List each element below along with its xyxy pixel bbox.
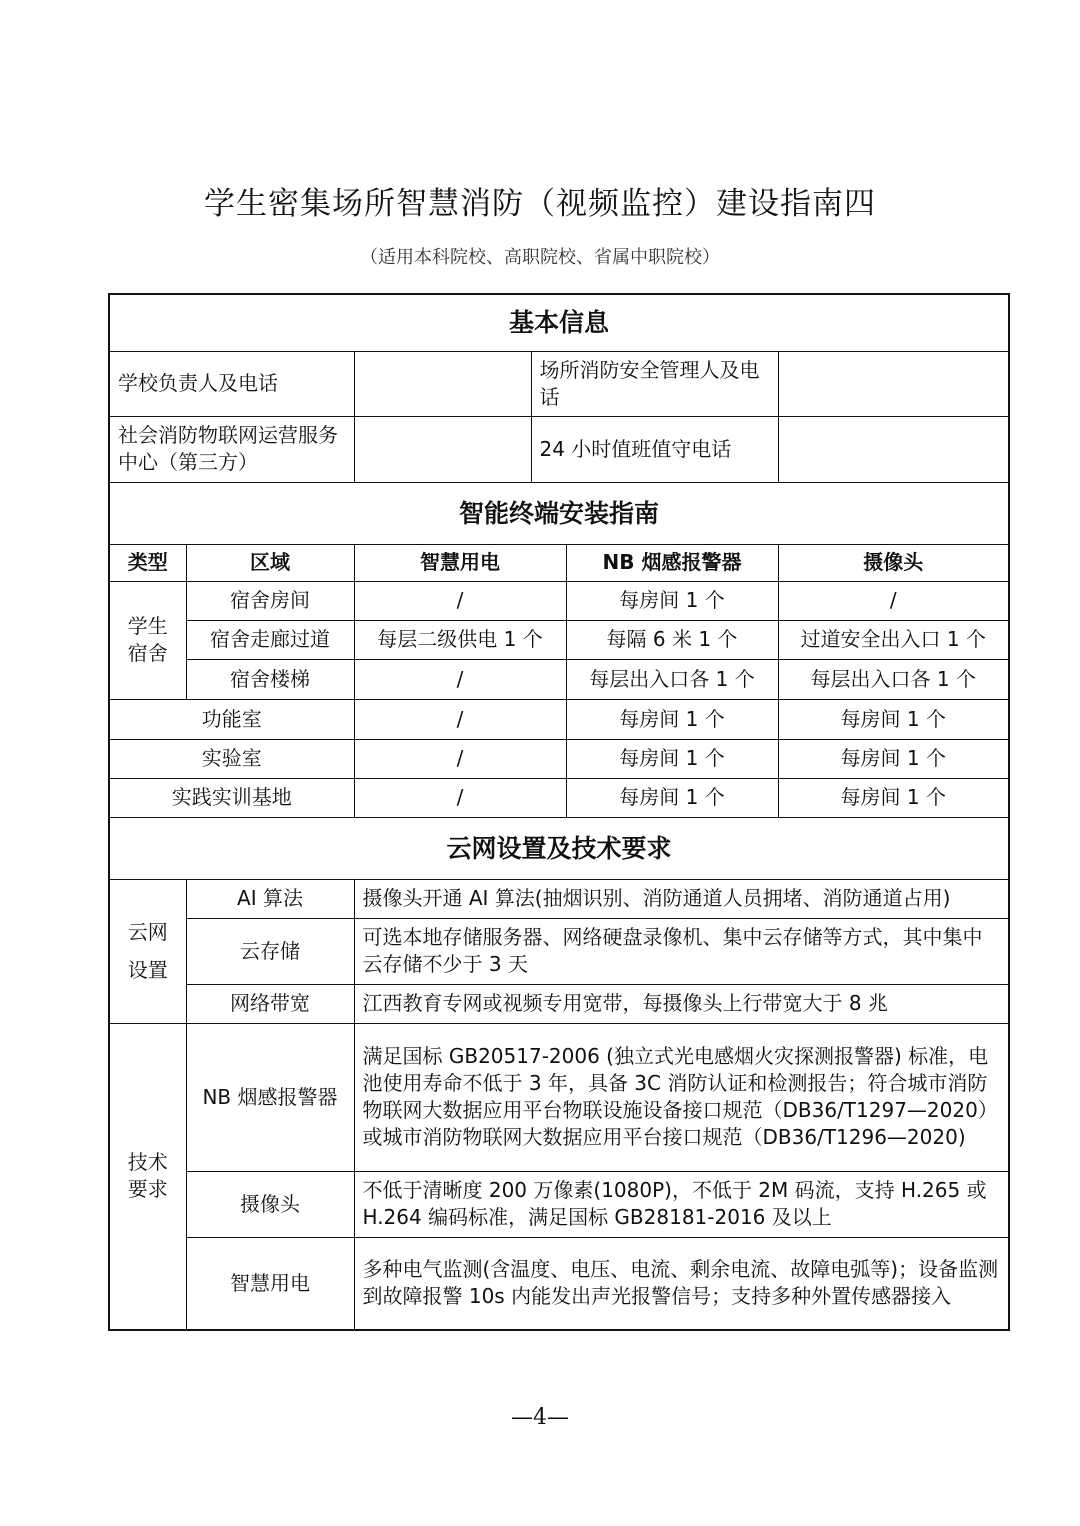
desc-cell: 摄像头开通 AI 算法(抽烟识别、消防通道人员拥堵、消防通道占用) — [354, 879, 1009, 918]
column-header: NB 烟感报警器 — [566, 544, 778, 581]
area-cell: 宿舍走廊过道 — [186, 620, 354, 659]
table-row — [109, 581, 1009, 620]
section-terminal-guide: 智能终端安装指南 — [109, 482, 1009, 544]
camera-cell: 每房间 1 个 — [778, 739, 1009, 778]
item-cell: 智慧用电 — [186, 1237, 354, 1330]
service-center-label: 社会消防物联网运营服务中心（第三方） — [109, 416, 354, 482]
smoke-cell: 每房间 1 个 — [566, 581, 778, 620]
table-row — [109, 1237, 1009, 1330]
duty-phone-value[interactable] — [778, 416, 1009, 482]
page-title: 学生密集场所智慧消防（视频监控）建设指南四 — [204, 186, 876, 222]
table-row — [109, 659, 1009, 699]
column-header: 类型 — [109, 544, 186, 581]
site-manager-value[interactable] — [778, 351, 1009, 416]
item-cell: 摄像头 — [186, 1171, 354, 1237]
table-row — [109, 739, 1009, 778]
table-row — [109, 1171, 1009, 1237]
power-cell: / — [354, 659, 566, 699]
camera-cell: 过道安全出入口 1 个 — [778, 620, 1009, 659]
power-cell: / — [354, 778, 566, 817]
camera-cell: 每房间 1 个 — [778, 699, 1009, 739]
desc-cell: 江西教育专网或视频专用宽带，每摄像头上行带宽大于 8 兆 — [354, 984, 1009, 1023]
camera-cell: / — [778, 581, 1009, 620]
power-cell: / — [354, 699, 566, 739]
column-header: 区域 — [186, 544, 354, 581]
smoke-cell: 每隔 6 米 1 个 — [566, 620, 778, 659]
item-cell: 网络带宽 — [186, 984, 354, 1023]
site-manager-label: 场所消防安全管理人及电话 — [531, 351, 778, 416]
smoke-cell: 每层出入口各 1 个 — [566, 659, 778, 699]
desc-cell: 多种电气监测(含温度、电压、电流、剩余电流、故障电弧等)；设备监测到故障报警 10s 内能发出声光报警信号；支持多种外置传感器接入 — [354, 1237, 1009, 1330]
table-row — [109, 620, 1009, 659]
item-cell: AI 算法 — [186, 879, 354, 918]
area-cell: 宿舍楼梯 — [186, 659, 354, 699]
smoke-cell: 每房间 1 个 — [566, 778, 778, 817]
section-cloud: 云网设置及技术要求 — [109, 817, 1009, 879]
table-row — [109, 984, 1009, 1023]
tech-type-cell: 技术要求 — [109, 1023, 186, 1330]
area-cell: 实验室 — [109, 739, 354, 778]
table-row — [109, 778, 1009, 817]
column-header: 摄像头 — [778, 544, 1009, 581]
school-contact-value[interactable] — [354, 351, 531, 416]
table-row — [109, 918, 1009, 984]
camera-cell: 每房间 1 个 — [778, 778, 1009, 817]
service-center-value[interactable] — [354, 416, 531, 482]
power-cell: 每层二级供电 1 个 — [354, 620, 566, 659]
dorm-type-cell: 学生宿舍 — [109, 581, 186, 699]
page-number: —4— — [511, 1405, 569, 1430]
smoke-cell: 每房间 1 个 — [566, 699, 778, 739]
duty-phone-label: 24 小时值班值守电话 — [531, 416, 778, 482]
section-basic-info: 基本信息 — [109, 294, 1009, 351]
area-cell: 宿舍房间 — [186, 581, 354, 620]
table-row — [109, 879, 1009, 918]
area-cell: 功能室 — [109, 699, 354, 739]
cloud-type-cell: 云网设置 — [109, 879, 186, 1023]
desc-cell: 满足国标 GB20517-2006 (独立式光电感烟火灾探测报警器) 标准，电池使用寿命不低于 3 年，具备 3C 消防认证和检测报告；符合城市消防物联网大数据应用平台物联设施设备接口规范（DB36/T1297—2020）或城市消防物联网大数据应用平台接口规范（DB36/T1296—2020) — [354, 1023, 1009, 1171]
table-row — [109, 416, 1009, 482]
table-row — [109, 699, 1009, 739]
table-header-row — [109, 544, 1009, 581]
page-subtitle: （适用本科院校、高职院校、省属中职院校） — [360, 247, 720, 268]
guide-table — [108, 293, 1010, 1331]
table-row — [109, 1023, 1009, 1171]
area-cell: 实践实训基地 — [109, 778, 354, 817]
item-cell: 云存储 — [186, 918, 354, 984]
camera-cell: 每层出入口各 1 个 — [778, 659, 1009, 699]
smoke-cell: 每房间 1 个 — [566, 739, 778, 778]
column-header: 智慧用电 — [354, 544, 566, 581]
item-cell: NB 烟感报警器 — [186, 1023, 354, 1171]
table-row — [109, 351, 1009, 416]
desc-cell: 可选本地存储服务器、网络硬盘录像机、集中云存储等方式，其中集中云存储不少于 3 天 — [354, 918, 1009, 984]
school-contact-label: 学校负责人及电话 — [109, 351, 354, 416]
power-cell: / — [354, 739, 566, 778]
power-cell: / — [354, 581, 566, 620]
desc-cell: 不低于清晰度 200 万像素(1080P)，不低于 2M 码流，支持 H.265 或 H.264 编码标准，满足国标 GB28181-2016 及以上 — [354, 1171, 1009, 1237]
